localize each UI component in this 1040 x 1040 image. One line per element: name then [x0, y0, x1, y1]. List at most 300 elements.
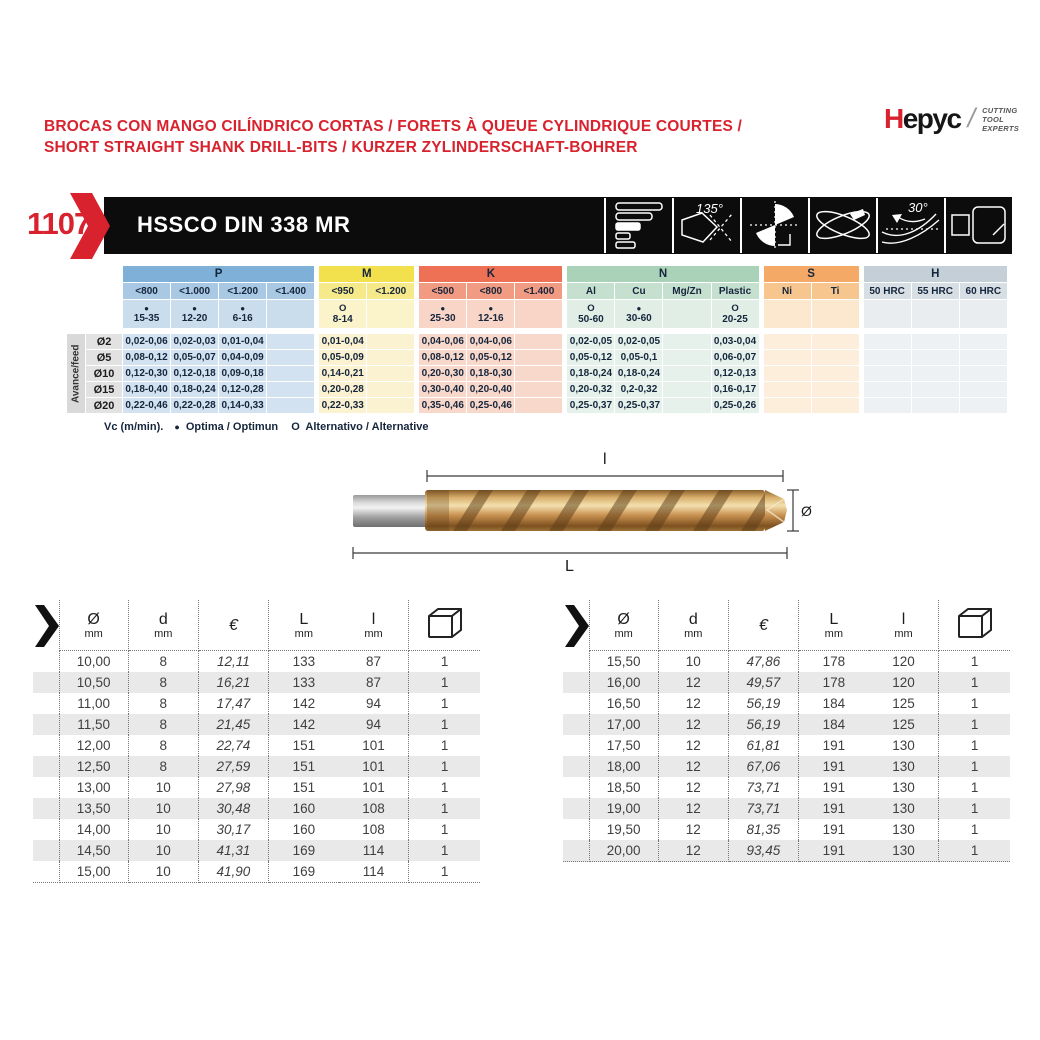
feed-value-cell: [367, 398, 414, 413]
spacer: [67, 329, 1007, 333]
feed-value-cell: [812, 350, 859, 365]
price-row: [33, 777, 480, 798]
speed-row: [67, 382, 1007, 397]
vc-cell: [912, 300, 959, 328]
legend-alternative: Alternativo / Alternative: [305, 421, 429, 433]
gap: [315, 350, 318, 365]
feed-value-cell: [367, 366, 414, 381]
shank-d-value: 8: [128, 735, 198, 756]
feed-value-cell: 0,02-0,05: [615, 334, 662, 349]
feed-value-cell: [812, 366, 859, 381]
price-col-header: €: [728, 600, 798, 651]
gap: [760, 398, 763, 413]
price-row: [33, 714, 480, 735]
package-qty: 1: [440, 822, 449, 837]
price-value: 21,45: [198, 714, 268, 735]
page-title-line1: BROCAS CON MANGO CILÍNDRICO CORTAS / FORETS À QUEUE CYLINDRIQUE COURTES /: [44, 118, 743, 135]
length-L-value: 142: [292, 696, 316, 711]
feed-value-cell: 0,05-0,1: [615, 350, 662, 365]
gap: [415, 266, 418, 282]
length-l-value: 125: [869, 693, 939, 714]
feed-value-cell: 0,05-0,09: [319, 350, 366, 365]
logo-brand: Hepyc: [884, 103, 961, 134]
vc-cell: [515, 300, 562, 328]
vc-cell: O 8-14: [319, 300, 366, 328]
feed-value-cell: 0,14-0,33: [219, 398, 266, 413]
feed-value-cell: 0,18-0,24: [567, 366, 614, 381]
price-row: [563, 672, 1010, 693]
size-range-bars-icon: [604, 198, 672, 253]
length-L-value: 151: [292, 780, 316, 795]
lead-cell: [563, 672, 589, 693]
length-l-value: 87: [339, 651, 409, 673]
lead-cell: [33, 672, 59, 693]
price-value: 27,59: [198, 756, 268, 777]
gap: [563, 398, 566, 413]
feed-value-cell: 0,20-0,40: [467, 382, 514, 397]
price-col-header: l mm: [869, 600, 939, 651]
shank-d-value: 12: [658, 840, 728, 862]
length-L-value: 178: [822, 654, 846, 669]
feed-value-cell: [764, 366, 811, 381]
feed-value-cell: [864, 382, 911, 397]
gap: [415, 300, 418, 328]
price-table-left-wrap: [33, 600, 480, 883]
length-l-value: 101: [339, 756, 409, 777]
length-l-value: 87: [339, 672, 409, 693]
price-value: 61,81: [728, 735, 798, 756]
gap: [760, 350, 763, 365]
dim-label-diameter: Ø: [801, 503, 812, 519]
vc-cell: ● 25-30: [419, 300, 466, 328]
speed-row: [67, 398, 1007, 413]
speed-col-header: <950: [319, 283, 366, 299]
gap: [563, 334, 566, 349]
price-value: 56,19: [728, 693, 798, 714]
price-row: [33, 651, 480, 673]
speed-col-header: <800: [123, 283, 170, 299]
lead-cell: [33, 756, 59, 777]
product-bar-background: [104, 197, 1012, 254]
feed-value-cell: [663, 382, 710, 397]
feed-value-cell: [515, 334, 562, 349]
diameter-value: 12,50: [59, 756, 128, 777]
speed-col-header: Al: [567, 283, 614, 299]
speed-row: [67, 350, 1007, 365]
price-row: [563, 798, 1010, 819]
diameter-row-label: Ø5: [86, 350, 122, 365]
gap: [415, 382, 418, 397]
package-qty: 1: [939, 714, 1010, 735]
feed-value-cell: [267, 382, 314, 397]
speed-table: [66, 265, 1008, 414]
logo-tagline: CUTTING TOOL EXPERTS: [982, 105, 1020, 133]
shank-d-value: 8: [128, 714, 198, 735]
package-qty: 1: [939, 840, 1010, 862]
lead-cell: [563, 819, 589, 840]
shank-d-value: 10: [128, 840, 198, 861]
feed-value-cell: [267, 398, 314, 413]
package-icon-cell: [409, 600, 480, 651]
speed-col-header: 50 HRC: [864, 283, 911, 299]
package-qty: 1: [409, 798, 480, 819]
table-chevron-icon: [35, 605, 59, 647]
page-title: [44, 116, 742, 158]
feed-value-cell: 0,22-0,46: [123, 398, 170, 413]
feed-value-cell: 0,05-0,12: [567, 350, 614, 365]
lead-cell: [33, 840, 59, 861]
feed-value-cell: [864, 366, 911, 381]
gap: [563, 350, 566, 365]
shank-d-value: 8: [128, 693, 198, 714]
shank-d-value: 8: [128, 651, 198, 673]
diameter-value: 19,50: [589, 819, 658, 840]
gap: [860, 266, 863, 282]
diameter-value: 16,00: [589, 672, 658, 693]
table-chevron-cell: [33, 600, 59, 651]
feed-value-cell: 0,18-0,30: [467, 366, 514, 381]
length-l-value: 130: [869, 777, 939, 798]
feed-value-cell: 0,18-0,24: [615, 366, 662, 381]
shank-d-value: 12: [658, 672, 728, 693]
lead-cell: [33, 861, 59, 883]
feed-value-cell: 0,25-0,26: [712, 398, 759, 413]
blank: [67, 266, 122, 282]
helix-angle-label: 30°: [908, 200, 928, 215]
price-table-left: [33, 600, 480, 883]
lead-cell: [563, 798, 589, 819]
lead-cell: [563, 756, 589, 777]
price-col-header: Ø mm: [59, 600, 128, 651]
material-group-header: H: [864, 266, 1007, 282]
shank-d-value: 10: [128, 861, 198, 883]
price-value: 93,45: [728, 840, 798, 862]
gap: [760, 366, 763, 381]
feed-value-cell: 0,22-0,33: [319, 398, 366, 413]
length-l-value: 130: [869, 756, 939, 777]
length-L-value: 133: [292, 654, 316, 669]
package-qty: 1: [440, 654, 449, 669]
feed-value-cell: 0,06-0,07: [712, 350, 759, 365]
diameter-value: 16,50: [589, 693, 658, 714]
feed-value-cell: [764, 334, 811, 349]
gap: [760, 300, 763, 328]
gap: [760, 382, 763, 397]
feed-value-cell: [367, 350, 414, 365]
feed-value-cell: 0,03-0,04: [712, 334, 759, 349]
feed-value-cell: 0,04-0,09: [219, 350, 266, 365]
gap: [563, 366, 566, 381]
feed-value-cell: 0,18-0,24: [171, 382, 218, 397]
length-l-value: 114: [339, 840, 409, 861]
diameter-value: 11,50: [59, 714, 128, 735]
feed-value-cell: 0,02-0,06: [123, 334, 170, 349]
diameter-value: 12,00: [59, 735, 128, 756]
drill-shank: [353, 495, 427, 527]
helix-angle-30-icon: [876, 198, 944, 253]
diameter-row-label: Ø2: [86, 334, 122, 349]
lead-cell: [563, 777, 589, 798]
feed-value-cell: [663, 398, 710, 413]
lead-cell: [563, 714, 589, 735]
length-L-value: 169: [269, 861, 339, 883]
diameter-value: 17,00: [589, 714, 658, 735]
price-col-header: d mm: [658, 600, 728, 651]
diameter-row-label: Ø15: [86, 382, 122, 397]
feed-value-cell: [912, 382, 959, 397]
gap: [860, 398, 863, 413]
lead-cell: [563, 735, 589, 756]
diameter-value: 15,00: [59, 861, 128, 883]
optima-dot-icon: ●: [174, 422, 180, 432]
side-label: Avance/feed: [67, 334, 85, 413]
gap: [860, 300, 863, 328]
feed-value-cell: 0,08-0,12: [123, 350, 170, 365]
length-l-value: 120: [869, 672, 939, 693]
shank-d-value: 12: [658, 819, 728, 840]
feed-value-cell: [267, 366, 314, 381]
price-value: 17,47: [198, 693, 268, 714]
gap: [563, 382, 566, 397]
gap: [860, 283, 863, 299]
lead-cell: [33, 693, 59, 714]
feed-value-cell: 0,12-0,28: [219, 382, 266, 397]
feed-value-cell: [960, 398, 1007, 413]
shank-d-value: 12: [658, 735, 728, 756]
price-row: [33, 693, 480, 714]
blank: [67, 300, 122, 328]
price-value: 67,06: [728, 756, 798, 777]
length-l-value: 108: [339, 798, 409, 819]
length-l-value: 94: [339, 693, 409, 714]
shank-d-value: 10: [128, 819, 198, 840]
price-value: 56,19: [728, 714, 798, 735]
dim-label-total-length: L: [565, 558, 574, 575]
feed-value-cell: [663, 350, 710, 365]
vc-cell: [764, 300, 811, 328]
gap: [860, 350, 863, 365]
price-row: [33, 840, 480, 861]
vc-cell: O 20-25: [712, 300, 759, 328]
diameter-row-label: Ø20: [86, 398, 122, 413]
price-row: [33, 672, 480, 693]
length-L-value: 151: [292, 738, 316, 753]
feed-value-cell: 0,18-0,40: [123, 382, 170, 397]
price-row: [33, 735, 480, 756]
material-group-header: N: [567, 266, 758, 282]
shank-d-value: 10: [128, 777, 198, 798]
feed-value-cell: 0,16-0,17: [712, 382, 759, 397]
lead-cell: [33, 714, 59, 735]
gap: [860, 366, 863, 381]
length-L-value: 160: [292, 822, 316, 837]
package-qty: 1: [970, 654, 979, 669]
package-qty: 1: [939, 798, 1010, 819]
speed-table-wrap: [66, 265, 1008, 414]
package-qty: 1: [970, 780, 979, 795]
feed-value-cell: [267, 350, 314, 365]
vc-cell: [864, 300, 911, 328]
shank-d-value: 8: [128, 756, 198, 777]
speed-col-header: Mg/Zn: [663, 283, 710, 299]
price-value: 41,90: [198, 861, 268, 883]
legend-vc: Vc (m/min).: [104, 421, 164, 433]
length-l-value: 125: [869, 714, 939, 735]
product-name: HSSCO DIN 338 MR: [137, 212, 351, 237]
price-value: 49,57: [728, 672, 798, 693]
price-row: [33, 861, 480, 883]
feed-value-cell: [812, 382, 859, 397]
price-col-header: d mm: [128, 600, 198, 651]
feed-value-cell: [764, 382, 811, 397]
vc-cell: [367, 300, 414, 328]
package-box-icon: [426, 606, 464, 639]
length-L-value: 191: [822, 780, 846, 795]
feed-value-cell: 0,14-0,21: [319, 366, 366, 381]
diameter-value: 17,50: [589, 735, 658, 756]
feed-value-cell: 0,02-0,03: [171, 334, 218, 349]
price-row: [33, 756, 480, 777]
length-l-value: 101: [339, 735, 409, 756]
feed-value-cell: 0,05-0,07: [171, 350, 218, 365]
vc-cell: ● 15-35: [123, 300, 170, 328]
feed-value-cell: 0,20-0,30: [419, 366, 466, 381]
gap: [415, 366, 418, 381]
length-L-value: 191: [822, 738, 846, 753]
dim-label-flute-length: l: [603, 451, 607, 468]
feed-value-cell: [912, 398, 959, 413]
diameter-row-label: Ø10: [86, 366, 122, 381]
vc-cell: [960, 300, 1007, 328]
feed-value-cell: 0,30-0,40: [419, 382, 466, 397]
length-L-value: 169: [269, 840, 339, 861]
gap: [860, 334, 863, 349]
cross-section-icon: [740, 198, 808, 253]
length-L-value: 191: [822, 822, 846, 837]
price-value: 47,86: [728, 651, 798, 673]
length-l-value: 130: [869, 840, 939, 862]
lead-cell: [33, 735, 59, 756]
price-row: [563, 693, 1010, 714]
gap: [315, 398, 318, 413]
product-icon-strip: [604, 198, 1012, 253]
feed-value-cell: 0,2-0,32: [615, 382, 662, 397]
feed-value-cell: 0,20-0,28: [319, 382, 366, 397]
price-value: 81,35: [728, 819, 798, 840]
feed-value-cell: [764, 350, 811, 365]
package-qty: 1: [409, 672, 480, 693]
price-row: [563, 819, 1010, 840]
feed-value-cell: 0,25-0,46: [467, 398, 514, 413]
speed-col-header: <1.400: [515, 283, 562, 299]
feed-value-cell: [864, 398, 911, 413]
package-box-icon: [956, 606, 994, 639]
page-title-line2: SHORT STRAIGHT SHANK DRILL-BITS / KURZER ZYLINDERSCHAFT-BOHRER: [44, 139, 638, 156]
speed-col-header: <800: [467, 283, 514, 299]
price-value: 30,17: [198, 819, 268, 840]
package-qty: 1: [440, 696, 449, 711]
length-L-value: 151: [269, 756, 339, 777]
diameter-value: 18,00: [589, 756, 658, 777]
diameter-value: 18,50: [589, 777, 658, 798]
price-row: [563, 756, 1010, 777]
diameter-value: 10,00: [59, 651, 128, 673]
feed-value-cell: 0,01-0,04: [319, 334, 366, 349]
flute-profile-icon: [808, 198, 876, 253]
feed-value-cell: 0,22-0,28: [171, 398, 218, 413]
package-qty: 1: [409, 861, 480, 883]
feed-value-cell: [960, 334, 1007, 349]
gap: [415, 334, 418, 349]
package-qty: 1: [440, 780, 449, 795]
package-icon-cell: [939, 600, 1010, 651]
length-L-value: 133: [269, 672, 339, 693]
feed-value-cell: [515, 382, 562, 397]
feed-value-cell: [515, 398, 562, 413]
gap: [315, 382, 318, 397]
lead-cell: [33, 798, 59, 819]
length-l-value: 101: [339, 777, 409, 798]
length-l-value: 130: [869, 798, 939, 819]
point-angle-135-icon: [672, 198, 740, 253]
lead-cell: [563, 840, 589, 862]
shank-d-value: 12: [658, 756, 728, 777]
speed-row: [67, 334, 1007, 349]
gap: [315, 334, 318, 349]
price-table-right: [563, 600, 1010, 862]
feed-value-cell: 0,09-0,18: [219, 366, 266, 381]
speed-col-header: <1.400: [267, 283, 314, 299]
vc-cell: ● 30-60: [615, 300, 662, 328]
gap: [563, 266, 566, 282]
diameter-value: 15,50: [589, 651, 658, 673]
diameter-value: 13,00: [59, 777, 128, 798]
diameter-value: 10,50: [59, 672, 128, 693]
gap: [563, 300, 566, 328]
gap: [415, 350, 418, 365]
point-angle-label: 135°: [696, 201, 723, 216]
vc-cell: [812, 300, 859, 328]
shank-d-value: 12: [658, 714, 728, 735]
length-l-value: 120: [869, 651, 939, 673]
speed-col-header: Cu: [615, 283, 662, 299]
price-row: [563, 777, 1010, 798]
package-qty: 1: [970, 696, 979, 711]
diameter-value: 19,00: [589, 798, 658, 819]
brand-logo: [884, 103, 1019, 135]
gap: [315, 300, 318, 328]
length-L-value: 191: [799, 840, 869, 862]
feed-value-cell: [812, 398, 859, 413]
gap: [760, 266, 763, 282]
diameter-value: 14,00: [59, 819, 128, 840]
feed-value-cell: [912, 366, 959, 381]
vc-cell: [267, 300, 314, 328]
feed-value-cell: [367, 334, 414, 349]
vc-cell: ● 12-16: [467, 300, 514, 328]
feed-value-cell: 0,05-0,12: [467, 350, 514, 365]
shank-d-value: 10: [128, 798, 198, 819]
length-L-value: 191: [799, 798, 869, 819]
price-table-right-wrap: [563, 600, 1010, 862]
material-group-header: P: [123, 266, 314, 282]
gap: [315, 266, 318, 282]
package-qty: 1: [440, 738, 449, 753]
length-L-value: 178: [799, 672, 869, 693]
cylindrical-shank-icon: [944, 198, 1012, 253]
feed-value-cell: [812, 334, 859, 349]
lead-cell: [33, 819, 59, 840]
